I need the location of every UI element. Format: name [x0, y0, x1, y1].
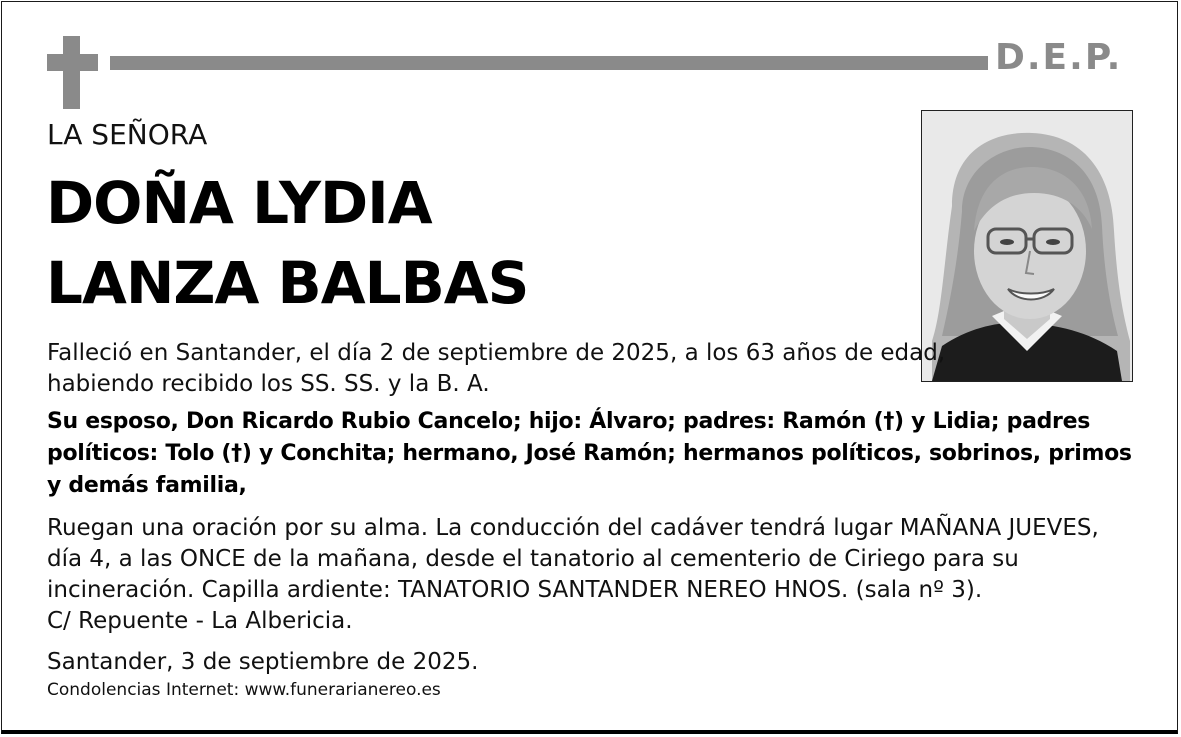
family-line3: y demás familia, — [47, 473, 247, 498]
cross-icon — [63, 36, 80, 109]
death-notice — [47, 338, 945, 400]
death-notice-line2: habiendo recibido los SS. SS. y la B. A. — [47, 371, 490, 397]
family-line1: Su esposo, Don Ricardo Rubio Cancelo; hijo: Álvaro; padres: Ramón (†) y Lidia; padres — [47, 409, 1091, 434]
death-notice-line1: Falleció en Santander, el día 2 de septiembre de 2025, a los 63 años de edad, — [47, 340, 946, 366]
deceased-name-line2: LANZA BALBAS — [46, 249, 529, 317]
honorific-title: LA SEÑORA — [47, 118, 208, 151]
funeral-details — [47, 513, 1099, 637]
family-line2: políticos: Tolo (†) y Conchita; hermano, José Ramón; hermanos políticos, sobrinos, primos — [47, 441, 1132, 466]
portrait-photo — [921, 110, 1133, 382]
place-date: Santander, 3 de septiembre de 2025. — [47, 649, 479, 675]
cross-icon-bar — [47, 54, 98, 71]
funeral-line1: Ruegan una oración por su alma. La conducción del cadáver tendrá lugar MAÑANA JUEVES, — [47, 515, 1099, 541]
funeral-line4: C/ Repuente - La Albericia. — [47, 608, 353, 634]
portrait-image — [922, 111, 1132, 381]
family-list — [47, 406, 1132, 502]
dep-label: D.E.P. — [995, 37, 1123, 78]
deceased-name — [46, 163, 528, 323]
deceased-name-line1: DOÑA LYDIA — [46, 169, 432, 237]
funeral-line2: día 4, a las ONCE de la mañana, desde el tanatorio al cementerio de Ciriego para su — [47, 546, 1019, 572]
funeral-line3: incineración. Capilla ardiente: TANATORIO SANTANDER NEREO HNOS. (sala nº 3). — [47, 577, 983, 603]
header-rule — [110, 56, 988, 70]
condolences-web: Condolencias Internet: www.funerarianereo.es — [47, 680, 441, 700]
